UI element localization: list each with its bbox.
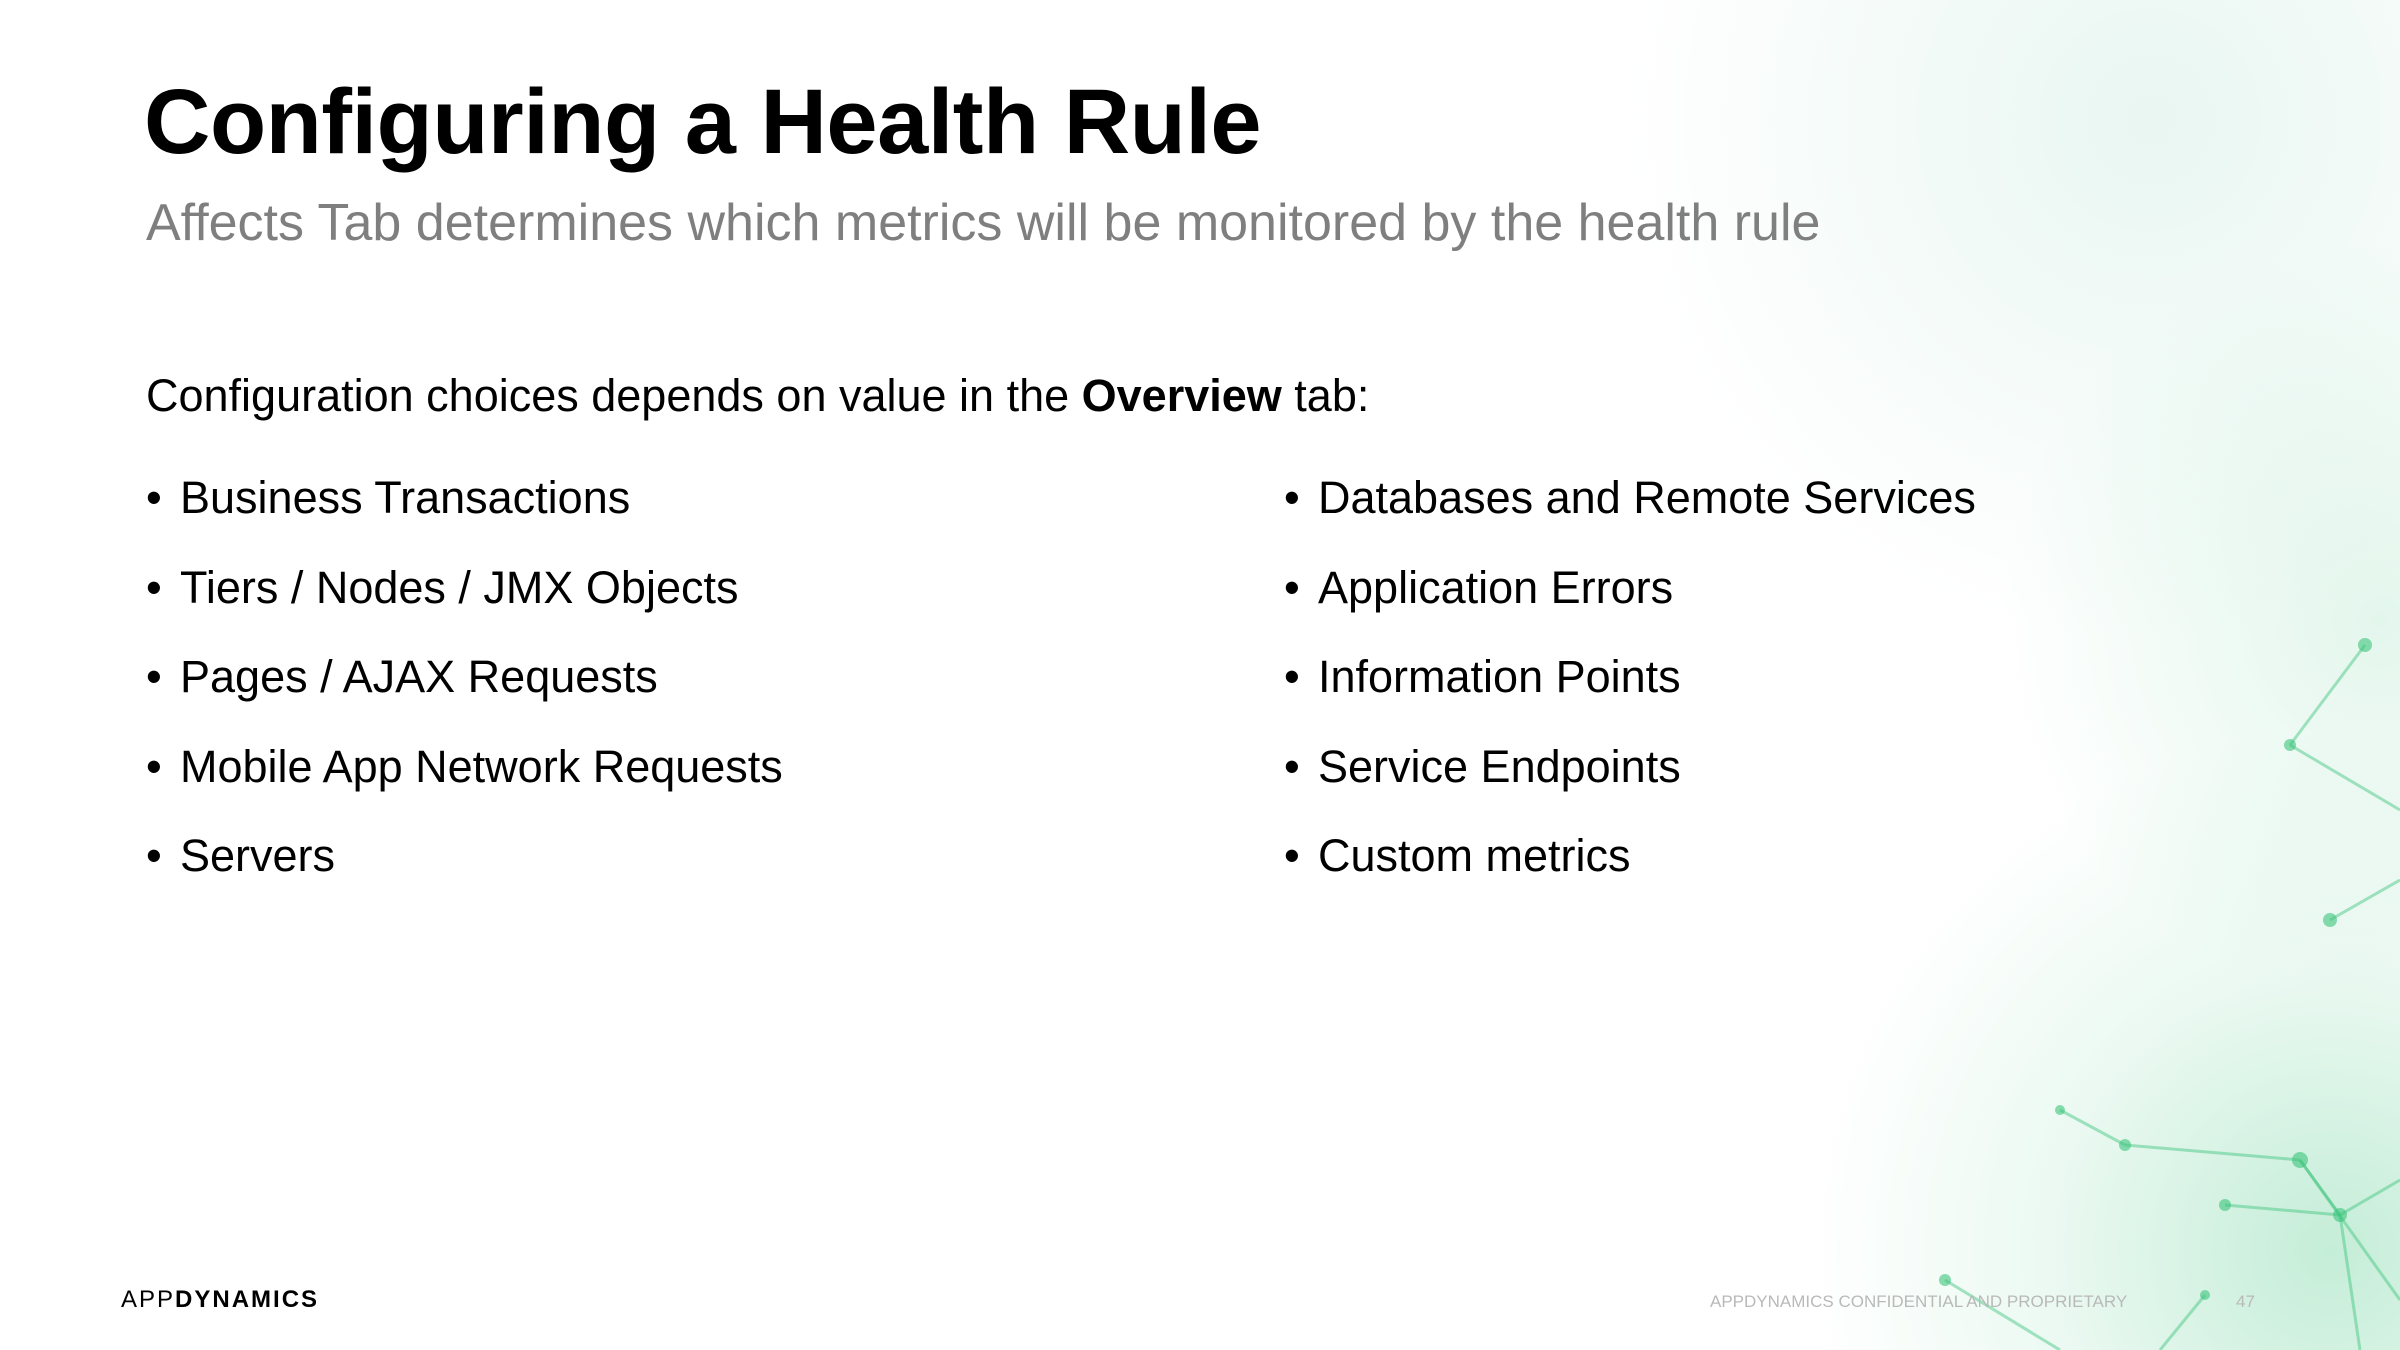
bullet-icon: •	[146, 561, 162, 613]
bullet-list-left	[146, 464, 783, 912]
list-item	[1284, 822, 1976, 912]
slide-subtitle: Affects Tab determines which metrics will be monitored by the health rule	[146, 194, 1821, 252]
list-item-label: Databases and Remote Services	[1318, 472, 1976, 523]
logo-light-text: APP	[121, 1286, 176, 1313]
bullet-icon: •	[1284, 561, 1300, 613]
list-item-label: Custom metrics	[1318, 830, 1631, 881]
list-item-label: Business Transactions	[180, 472, 631, 523]
page-number: 47	[2236, 1292, 2255, 1311]
list-item	[146, 554, 783, 644]
intro-emphasis: Overview	[1081, 370, 1282, 421]
appdynamics-logo	[121, 1286, 319, 1314]
intro-suffix: tab:	[1281, 370, 1370, 421]
intro-prefix: Configuration choices depends on value in the	[146, 370, 1082, 421]
logo-bold-text: DYNAMICS	[175, 1286, 320, 1313]
intro-sentence	[146, 370, 1369, 422]
list-item	[1284, 643, 1976, 733]
list-item-label: Servers	[180, 830, 336, 881]
list-item-label: Service Endpoints	[1318, 740, 1681, 792]
list-item	[146, 464, 783, 554]
bullet-icon: •	[1284, 740, 1300, 792]
list-item-label: Information Points	[1318, 651, 1681, 702]
bullet-icon: •	[146, 472, 162, 523]
bullet-icon: •	[146, 651, 162, 702]
list-item-label: Tiers / Nodes / JMX Objects	[180, 561, 739, 613]
slide-title: Configuring a Health Rule	[144, 71, 1262, 173]
list-item	[146, 643, 783, 733]
bullet-icon: •	[1284, 830, 1300, 881]
list-item-label: Application Errors	[1318, 561, 1674, 613]
list-item	[146, 822, 783, 912]
list-item-label: Mobile App Network Requests	[180, 740, 783, 792]
bullet-icon: •	[146, 740, 162, 792]
list-item-label: Pages / AJAX Requests	[180, 651, 658, 702]
confidential-notice: APPDYNAMICS CONFIDENTIAL AND PROPRIETARY	[1710, 1292, 2128, 1311]
bullet-list-right	[1284, 464, 1976, 912]
list-item	[1284, 554, 1976, 644]
bullet-icon: •	[1284, 472, 1300, 523]
bullet-icon: •	[1284, 651, 1300, 702]
list-item	[1284, 464, 1976, 554]
list-item	[1284, 733, 1976, 823]
list-item	[146, 733, 783, 823]
bullet-icon: •	[146, 830, 162, 881]
